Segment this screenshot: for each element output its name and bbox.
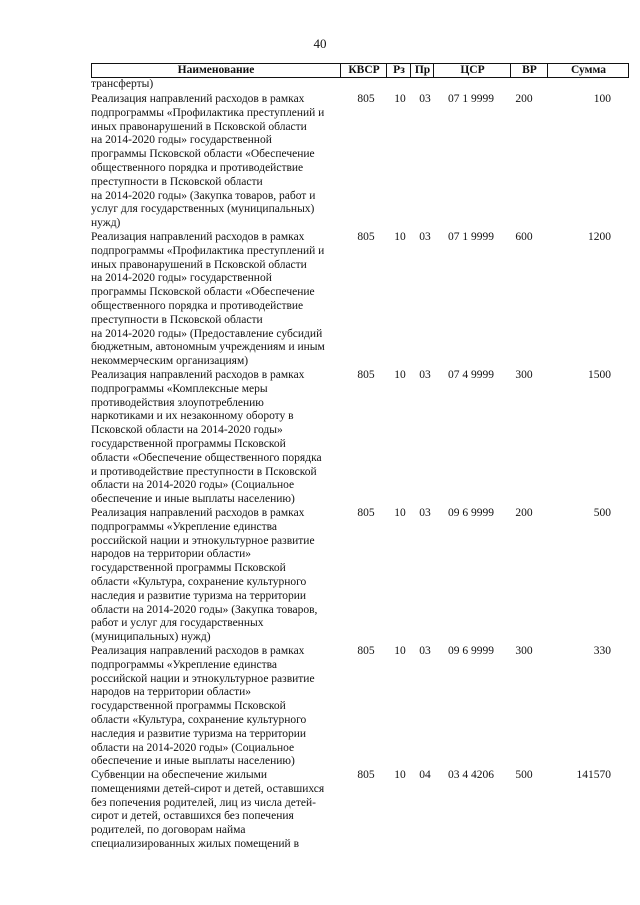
kvsr-cell: 805 [357, 769, 375, 781]
rz-cell: 10 [394, 369, 406, 381]
sum-cell: 500 [593, 507, 611, 519]
csr-cell: 07 1 9999 [448, 231, 494, 243]
kvsr-cell: 805 [357, 231, 375, 243]
sum-cell: 141570 [576, 769, 611, 781]
column-header-vr: ВР [510, 64, 548, 77]
row-name-cell: Реализация направлений расходов в рамках подпрограммы «Профилактика преступлений и иных правонарушений в Псковской области на 2014-2020 годы» государственной программы Псковской области «Обеспечение общественного порядка и противодействие преступности в Псковской области на 2014-2020 годы» (Закупка товаров, работ и услуг для государственных (муниципальных) нужд) [91, 93, 325, 230]
sum-cell: 100 [593, 93, 611, 105]
rz-cell: 10 [394, 507, 406, 519]
row-name-cell: Реализация направлений расходов в рамках подпрограммы «Профилактика преступлений и иных правонарушений в Псковской области на 2014-2020 годы» государственной программы Псковской области «Обеспечение общественного порядка и противодействие преступности в Псковской области на 2014-2020 годы» (Предоставление субсидий бюджетным, автономным учреждениям и иным некоммерческим организациям) [91, 231, 325, 368]
sum-cell: 1500 [588, 369, 611, 381]
column-header-pr: Пр [410, 64, 434, 77]
csr-cell: 03 4 4206 [448, 769, 494, 781]
sum-cell: 330 [593, 645, 611, 657]
pr-cell: 03 [419, 231, 431, 243]
csr-cell: 09 6 9999 [448, 507, 494, 519]
vr-cell: 300 [515, 369, 533, 381]
column-header-name: Наименование [177, 64, 255, 76]
pr-cell: 03 [419, 369, 431, 381]
sum-cell: 1200 [588, 231, 611, 243]
vr-cell: 600 [515, 231, 533, 243]
kvsr-cell: 805 [357, 645, 375, 657]
column-header-sum: Сумма [547, 64, 629, 77]
column-header-kvsr: КВСР [340, 64, 387, 77]
pr-cell: 03 [419, 93, 431, 105]
row-name-cell: Субвенции на обеспечение жилыми помещениями детей-сирот и детей, оставшихся без попечения родителей, лиц из числа детей- сирот и детей, оставшихся без попечения родителей, по договорам найма специализированных жилых помещений в [91, 769, 325, 850]
vr-cell: 200 [515, 507, 533, 519]
rz-cell: 10 [394, 769, 406, 781]
csr-cell: 09 6 9999 [448, 645, 494, 657]
row-name-cell: Реализация направлений расходов в рамках подпрограммы «Укрепление единства российской нации и этнокультурное развитие народов на территории области» государственной программы Псковской области «Культура, сохранение культурного наследия и развитие туризма на территории области на 2014-2020 годы» (Закупка товаров, работ и услуг для государственных (муниципальных) нужд) [91, 507, 318, 644]
csr-cell: 07 4 9999 [448, 369, 494, 381]
row-name-cell: Реализация направлений расходов в рамках подпрограммы «Комплексные меры противодействия злоупотреблению наркотиками и их незаконному обороту в Псковской области на 2014-2020 годы» государственной программы Псковской области «Обеспечение общественного порядка и противодействие преступности в Псковской области на 2014-2020 годы» (Социальное обеспечение и иные выплаты населению) [91, 369, 322, 506]
table-header [91, 63, 629, 78]
pr-cell: 03 [419, 645, 431, 657]
kvsr-cell: 805 [357, 93, 375, 105]
column-header-csr: ЦСР [433, 64, 511, 77]
row-name-cell: Реализация направлений расходов в рамках подпрограммы «Укрепление единства российской нации и этнокультурное развитие народов на территории области» государственной программы Псковской области «Культура, сохранение культурного наследия и развитие туризма на территории области на 2014-2020 годы» (Социальное обеспечение и иные выплаты населению) [91, 645, 315, 768]
rz-cell: 10 [394, 93, 406, 105]
rz-cell: 10 [394, 645, 406, 657]
pr-cell: 04 [419, 769, 431, 781]
pr-cell: 03 [419, 507, 431, 519]
vr-cell: 500 [515, 769, 533, 781]
vr-cell: 300 [515, 645, 533, 657]
column-header-rz: Рз [386, 64, 411, 77]
vr-cell: 200 [515, 93, 533, 105]
csr-cell: 07 1 9999 [448, 93, 494, 105]
page-number: 40 [313, 36, 327, 51]
continuation-text: трансферты) [91, 78, 154, 90]
kvsr-cell: 805 [357, 507, 375, 519]
kvsr-cell: 805 [357, 369, 375, 381]
rz-cell: 10 [394, 231, 406, 243]
